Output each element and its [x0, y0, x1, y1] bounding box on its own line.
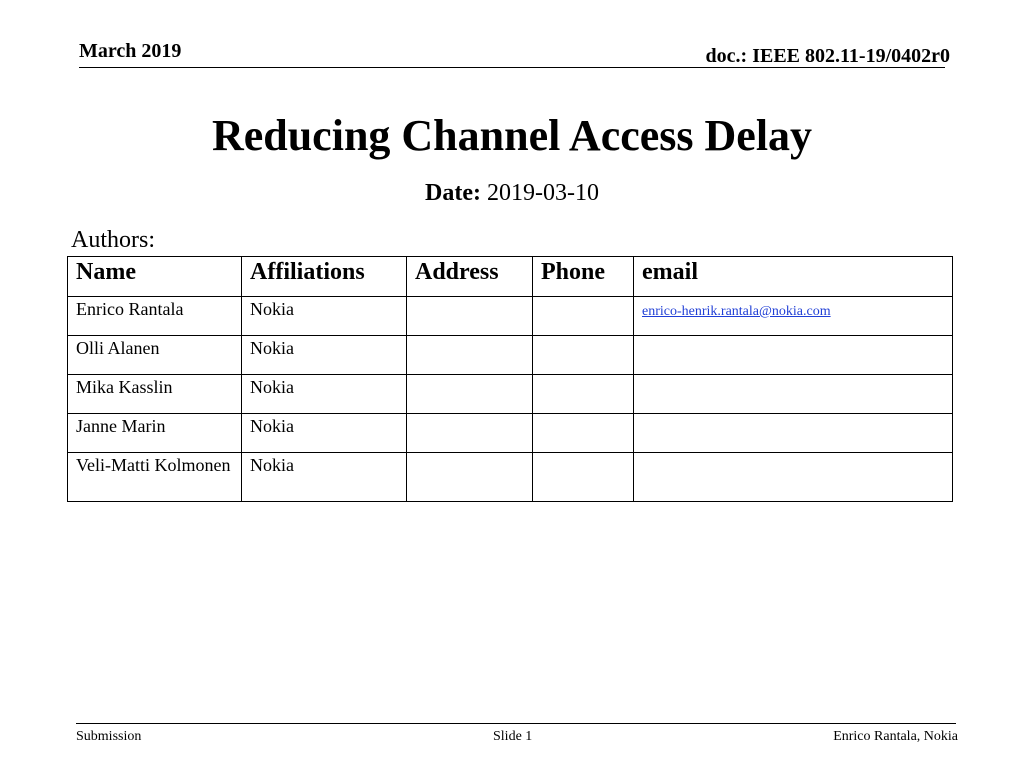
authors-table: [67, 256, 953, 502]
author-email-link[interactable]: enrico-henrik.rantala@nokia.com: [642, 304, 831, 319]
date-value: 2019-03-10: [486, 180, 599, 206]
column-header-address: Address: [407, 257, 533, 297]
author-name: Enrico Rantala: [68, 297, 242, 336]
author-name: Janne Marin: [68, 414, 242, 453]
author-address: [407, 336, 533, 375]
author-affiliation: Nokia: [242, 297, 407, 336]
header-date: March 2019: [79, 40, 182, 62]
column-header-phone: Phone: [533, 257, 634, 297]
table-row: [68, 375, 953, 414]
author-email-cell: [634, 297, 953, 336]
table-header-row: [68, 257, 953, 297]
author-address: [407, 375, 533, 414]
slide-title: Reducing Channel Access Delay: [211, 111, 813, 160]
authors-label: Authors:: [71, 227, 155, 253]
footer-slide-number: Slide 1: [493, 729, 533, 744]
author-address: [407, 453, 533, 502]
table-row: [68, 414, 953, 453]
author-email-cell: [634, 336, 953, 375]
author-affiliation: Nokia: [242, 336, 407, 375]
author-phone: [533, 414, 634, 453]
header-divider: [79, 67, 945, 68]
author-email-cell: [634, 414, 953, 453]
author-name: Veli-Matti Kolmonen: [68, 453, 242, 502]
footer-author: Enrico Rantala, Nokia: [833, 729, 958, 744]
author-address: [407, 414, 533, 453]
date-label: Date:: [425, 180, 481, 206]
author-affiliation: Nokia: [242, 375, 407, 414]
author-phone: [533, 375, 634, 414]
author-phone: [533, 453, 634, 502]
column-header-name: Name: [68, 257, 242, 297]
table-row: [68, 453, 953, 502]
author-phone: [533, 336, 634, 375]
author-name: Mika Kasslin: [68, 375, 242, 414]
table-row: [68, 297, 953, 336]
author-email-cell: [634, 453, 953, 502]
footer-divider: [76, 723, 956, 724]
table-row: [68, 336, 953, 375]
author-phone: [533, 297, 634, 336]
author-email-cell: [634, 375, 953, 414]
author-affiliation: Nokia: [242, 414, 407, 453]
column-header-affiliations: Affiliations: [242, 257, 407, 297]
date-line: [0, 180, 1024, 207]
header-doc-id: doc.: IEEE 802.11-19/0402r0: [705, 45, 950, 67]
footer-submission: Submission: [76, 729, 142, 744]
author-address: [407, 297, 533, 336]
author-affiliation: Nokia: [242, 453, 407, 502]
author-name: Olli Alanen: [68, 336, 242, 375]
column-header-email: email: [634, 257, 953, 297]
